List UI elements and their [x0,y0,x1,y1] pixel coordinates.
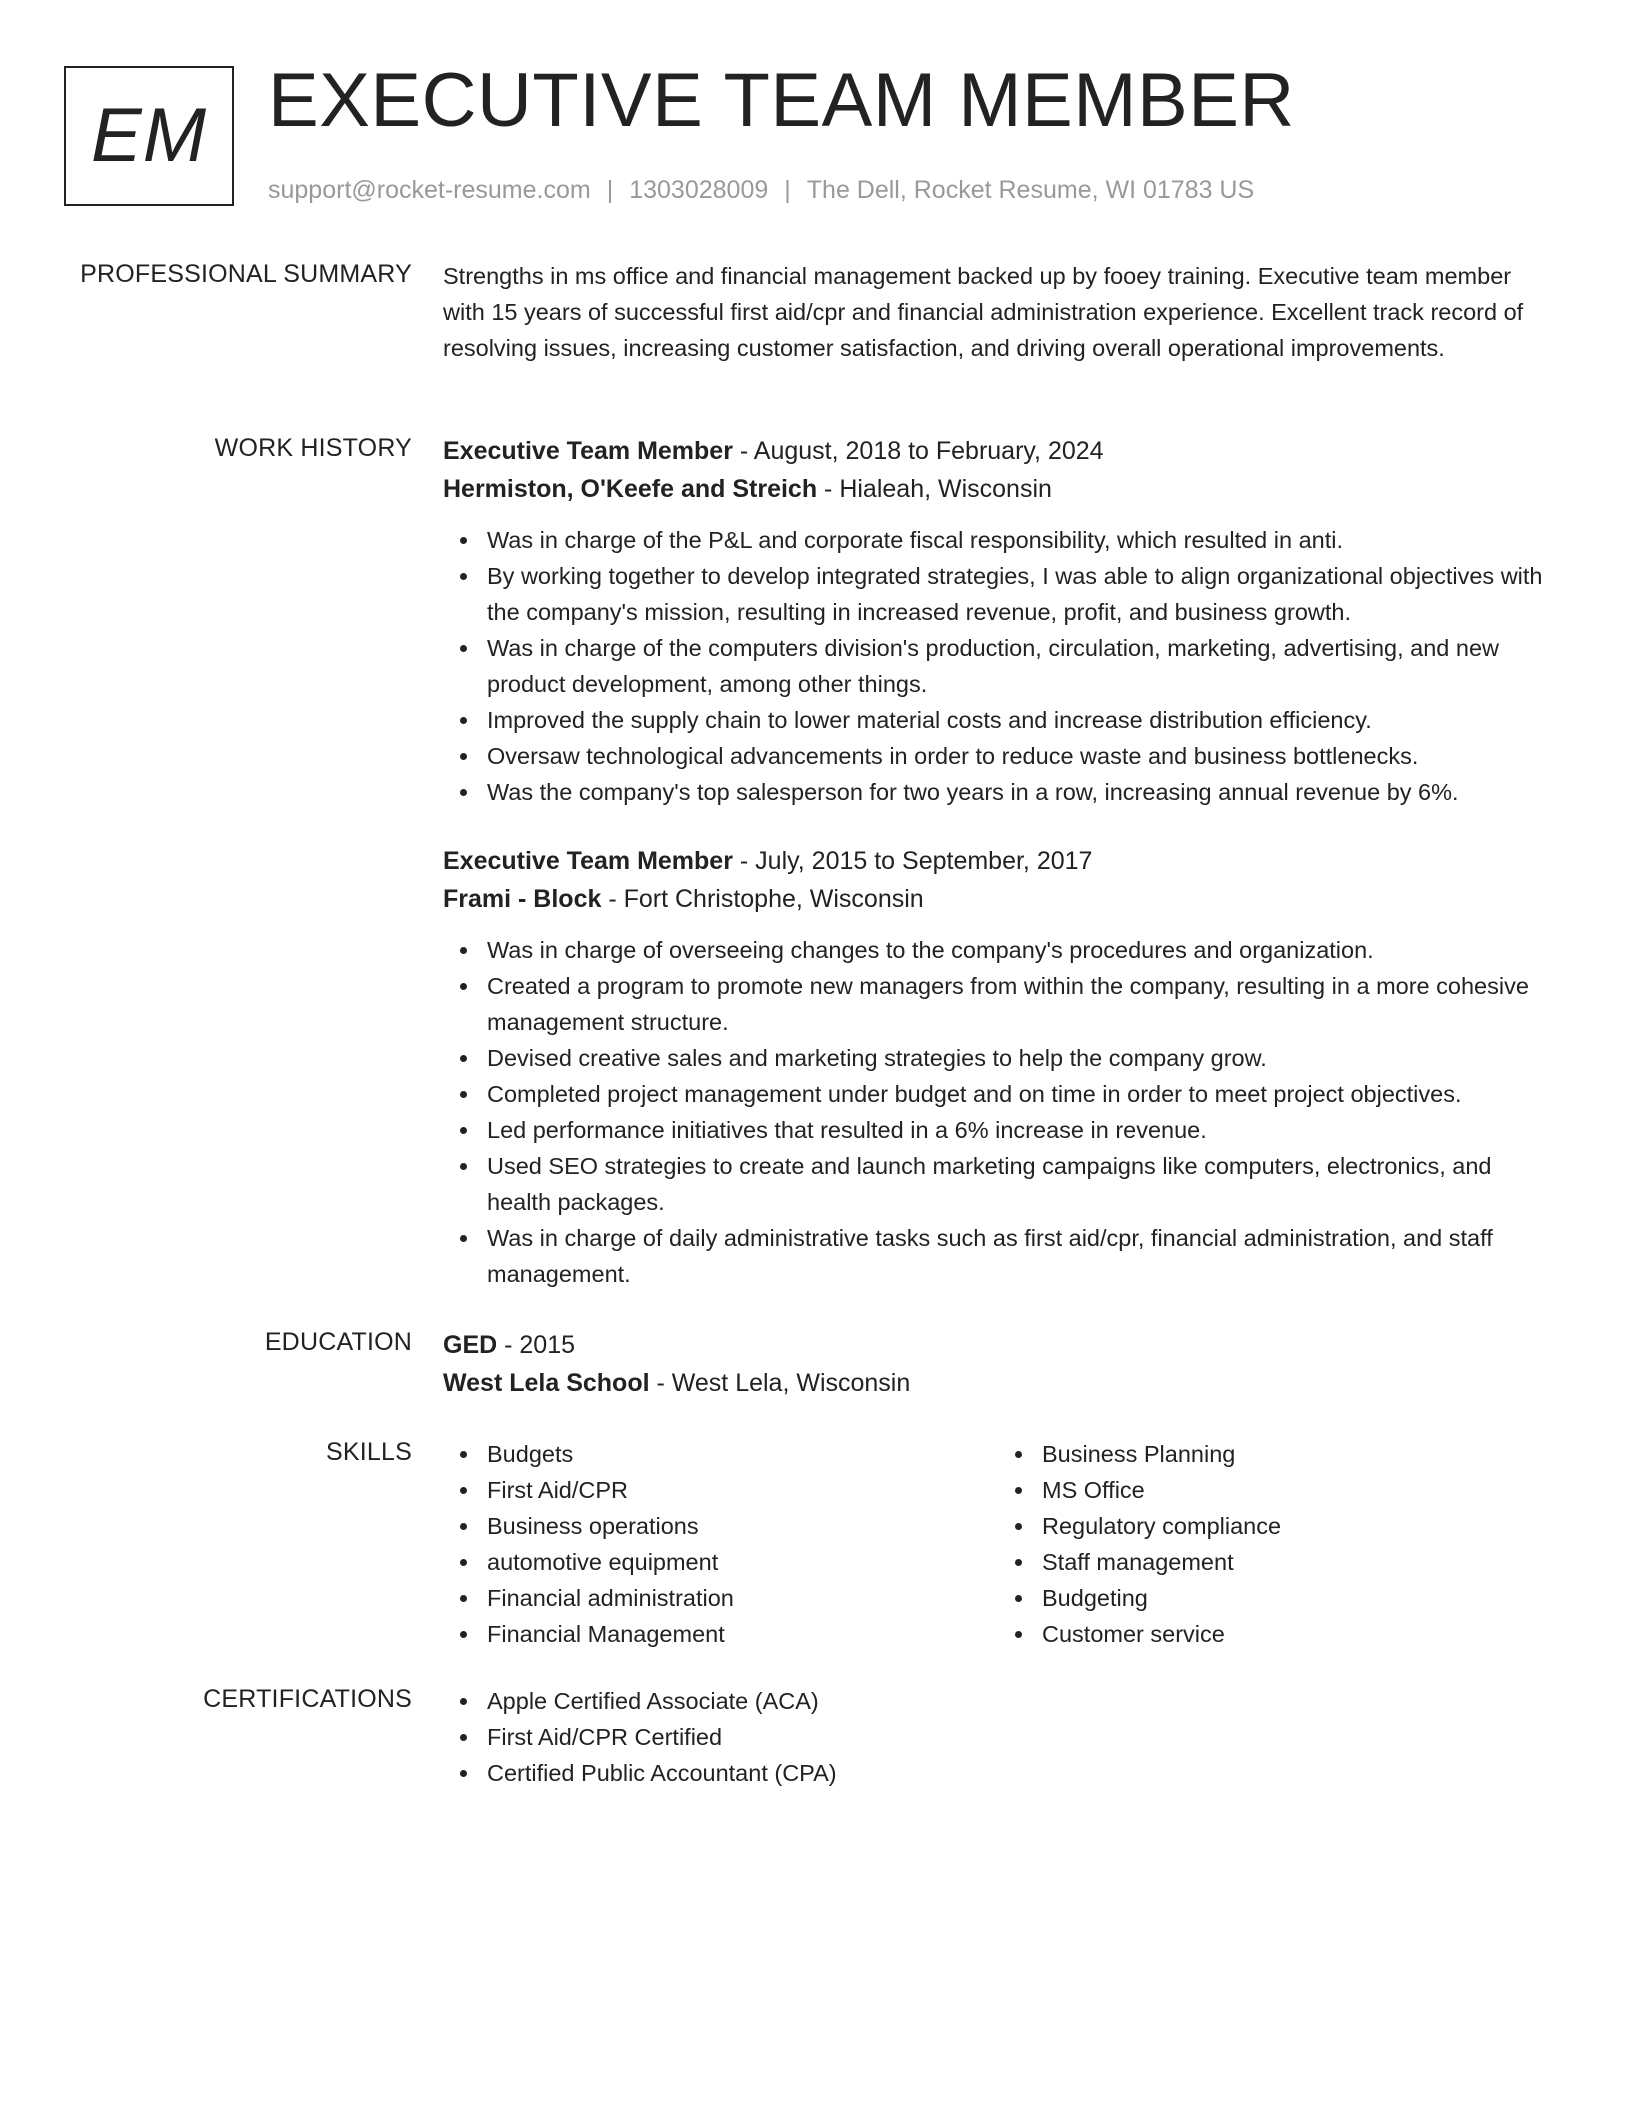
job-title: Executive Team Member [443,437,733,465]
job-location: - Fort Christophe, Wisconsin [601,885,924,913]
job-bullet: Used SEO strategies to create and launch marketing campaigns like computers, electronics, and health packages. [487,1148,1553,1220]
job-bullet: Was in charge of the computers division's production, circulation, marketing, advertising, and new product development, among other things. [487,630,1553,702]
section-label-work: WORK HISTORY [214,434,412,462]
job-bullets [443,522,1553,810]
certifications-body [443,1683,1553,1791]
contact-line [268,174,1254,206]
summary-text: Strengths in ms office and financial management backed up by fooey training. Executive team member with 15 years of successful first aid/cpr and financial administration experience. Excellent track record of resolving issues, increasing customer satisfaction, and driving overall operational improvements. [443,263,1524,361]
skill-item: Regulatory compliance [1042,1508,1553,1544]
skill-item: Business operations [487,1508,998,1544]
skill-item: MS Office [1042,1472,1553,1508]
certification-item: First Aid/CPR Certified [487,1719,1553,1755]
job-title-line [443,432,1553,470]
contact-separator: | [784,176,791,204]
education-location: - West Lela, Wisconsin [649,1369,911,1397]
job-title-line [443,842,1553,880]
job-bullet: Led performance initiatives that resulted in a 6% increase in revenue. [487,1112,1553,1148]
certifications-list [443,1683,1553,1791]
job-bullet: Was in charge of the P&L and corporate fiscal responsibility, which resulted in anti. [487,522,1553,558]
skills-list-right [998,1436,1553,1652]
job-bullet: Devised creative sales and marketing strategies to help the company grow. [487,1040,1553,1076]
skill-item: Financial administration [487,1580,998,1616]
education-degree-line [443,1326,1553,1364]
section-label-education: EDUCATION [264,1328,412,1356]
section-label-skills: SKILLS [326,1438,412,1466]
job-bullet: Was in charge of daily administrative tasks such as first aid/cpr, financial administration, and staff management. [487,1220,1553,1292]
job-dates: - July, 2015 to September, 2017 [732,847,1093,875]
job-dates: - August, 2018 to February, 2024 [732,437,1104,465]
contact-address: The Dell, Rocket Resume, WI 01783 US [806,176,1255,204]
skill-item: Business Planning [1042,1436,1553,1472]
job-bullet: Was the company's top salesperson for two years in a row, increasing annual revenue by 6%. [487,774,1553,810]
skill-item: Budgets [487,1436,998,1472]
job-bullet: Was in charge of overseeing changes to the company's procedures and organization. [487,932,1553,968]
job-company: Frami - Block [443,885,602,913]
education-year: - 2015 [497,1331,576,1359]
contact-phone[interactable]: 1303028009 [629,176,769,204]
skills-body [443,1436,1553,1652]
job-bullet: Created a program to promote new managers from within the company, resulting in a more cohesive management structure. [487,968,1553,1040]
work-body [443,432,1553,1292]
job-bullet: Oversaw technological advancements in order to reduce waste and business bottlenecks. [487,738,1553,774]
skill-item: Financial Management [487,1616,998,1652]
skills-columns [443,1436,1553,1652]
section-label-summary: PROFESSIONAL SUMMARY [80,260,412,288]
job-title: Executive Team Member [443,847,733,875]
contact-separator: | [606,176,614,204]
skill-item: automotive equipment [487,1544,998,1580]
summary-body [443,258,1553,366]
job-company-line [443,470,1553,508]
skill-item: Customer service [1042,1616,1553,1652]
resume-name: EXECUTIVE TEAM MEMBER [268,58,1295,143]
job-entry [443,432,1553,810]
skill-item: Staff management [1042,1544,1553,1580]
skill-item: First Aid/CPR [487,1472,998,1508]
education-school-line [443,1364,1553,1402]
monogram-initials: EM [91,93,207,178]
job-bullets [443,932,1553,1292]
job-bullet: Improved the supply chain to lower material costs and increase distribution efficiency. [487,702,1553,738]
skills-list-left [443,1436,998,1652]
job-location: - Hialeah, Wisconsin [817,475,1052,503]
section-label-certifications: CERTIFICATIONS [203,1685,412,1713]
job-company: Hermiston, O'Keefe and Streich [443,475,818,503]
education-body [443,1326,1553,1402]
job-entry [443,842,1553,1292]
job-bullet: By working together to develop integrated strategies, I was able to align organizational objectives with the company's mission, resulting in increased revenue, profit, and business growth. [487,558,1553,630]
education-school: West Lela School [443,1369,650,1397]
monogram-box [64,66,234,206]
job-company-line [443,880,1553,918]
certification-item: Certified Public Accountant (CPA) [487,1755,1553,1791]
education-degree: GED [443,1331,498,1359]
skill-item: Budgeting [1042,1580,1553,1616]
certification-item: Apple Certified Associate (ACA) [487,1683,1553,1719]
contact-email[interactable]: support@rocket-resume.com [268,176,591,204]
job-bullet: Completed project management under budget and on time in order to meet project objectives. [487,1076,1553,1112]
